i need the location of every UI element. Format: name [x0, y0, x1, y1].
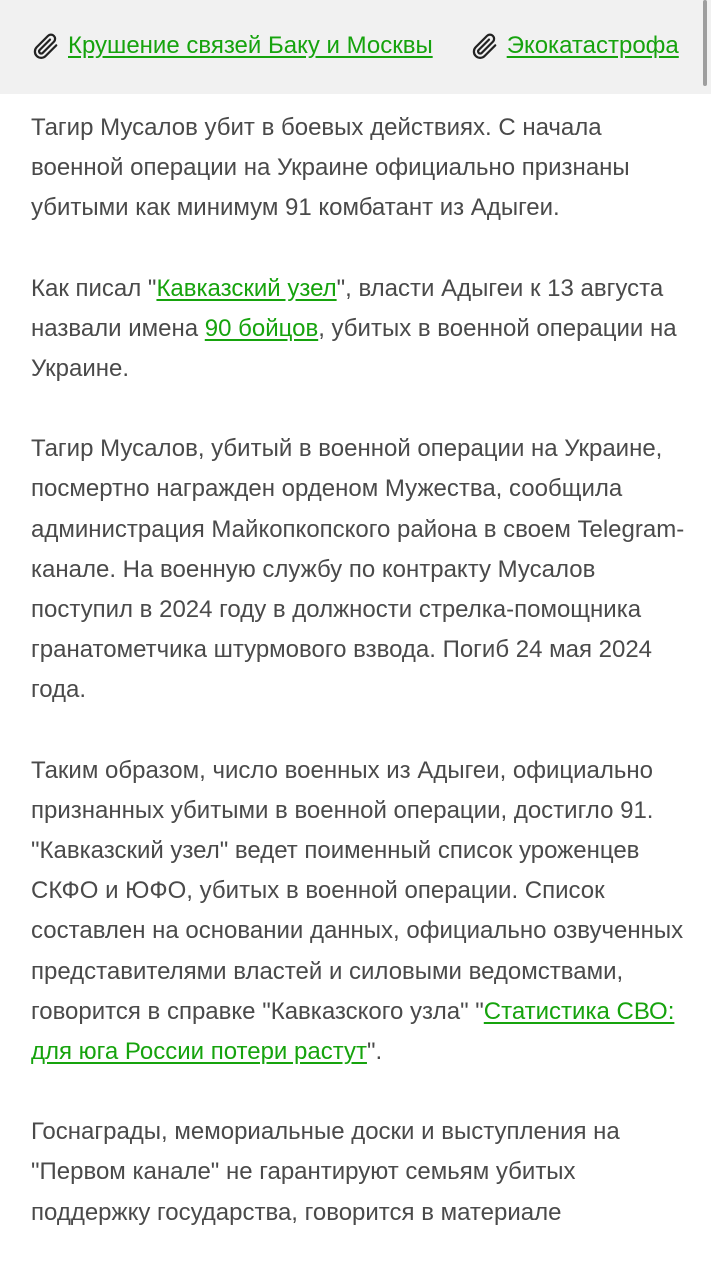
paragraph-4: [31, 751, 691, 1073]
topic-link-label: Крушение связей Баку и Москвы: [68, 32, 433, 59]
topic-link-baku-moscow[interactable]: [30, 26, 433, 66]
paperclip-icon: [30, 31, 60, 61]
paragraph-5: Госнаграды, мемориальные доски и выступления на "Первом канале" не гарантируют семьям убитых поддержку государства, говорится в материале: [31, 1118, 620, 1226]
related-topics-list[interactable]: [30, 26, 680, 66]
paragraph-2-text-2: ", власти Адыгеи к 13 августа назвали имена: [31, 274, 664, 342]
topic-link-ecocatastrophe[interactable]: [469, 26, 679, 66]
90-fighters-link[interactable]: 90 бойцов: [204, 314, 319, 342]
horizontal-scroll-indicator: [703, 0, 707, 86]
svo-statistics-link[interactable]: Статистика СВО: для юга России потери растут: [31, 997, 675, 1066]
paragraph-2-text-3: , убитых в военной операции на Украине.: [31, 314, 677, 383]
article-body: [31, 108, 691, 1273]
topic-link-label: Экокатастрофа: [506, 32, 679, 59]
related-topics-bar: [0, 0, 711, 94]
paragraph-4-text-2: ".: [366, 1038, 383, 1066]
paragraph-2-text-1: Как писал ": [31, 274, 157, 302]
paperclip-icon: [469, 31, 499, 61]
paragraph-3: Тагир Мусалов, убитый в военной операции на Украине, посмертно награжден орденом Мужества, сообщила администрация Майкопкопского района в своем Telegram-канале. На военную службу по контракту Мусалов поступил в 2024 году в должности стрелка-помощника гранатометчика штурмового взвода. Погиб 24 мая 2024 года.: [31, 435, 685, 704]
kavkazsky-uzel-link[interactable]: Кавказский узел: [156, 274, 337, 302]
paragraph-2: [31, 269, 691, 390]
paragraph-1: Тагир Мусалов убит в боевых действиях. С начала военной операции на Украине официально признаны убитыми как минимум 91 комбатант из Адыгеи.: [31, 114, 630, 222]
paragraph-4-text-1: Таким образом, число военных из Адыгеи, официально признанных убитыми в военной операции, достигло 91. "Кавказский узел" ведет поименный список уроженцев СКФО и ЮФО, убитых в военной операции. Список составлен на основании данных, официально озвученных представителями властей и силовыми ведомствами, говорится в справке "Кавказского узла" ": [31, 756, 684, 1025]
